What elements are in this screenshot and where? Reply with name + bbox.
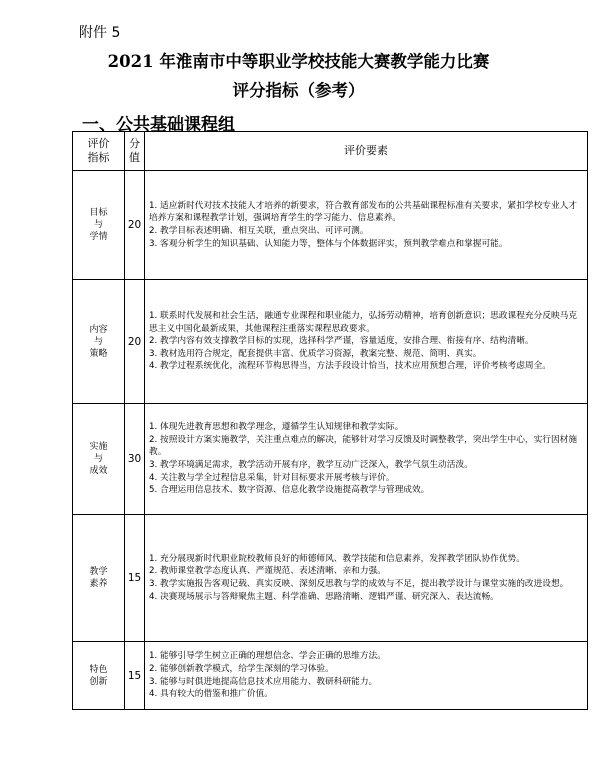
- row-requirements: [145, 171, 588, 280]
- indicator-line: 成效: [89, 466, 108, 476]
- table-header-row: [73, 132, 588, 171]
- indicator-line: 与: [93, 220, 103, 230]
- document-title-line2: 评分指标（参考）: [232, 81, 365, 100]
- row-indicator: [73, 515, 125, 642]
- row-requirements: [145, 515, 588, 642]
- requirement-item: 3. 能够与时俱进地提高信息技术应用能力、教研科研能力。: [149, 676, 378, 687]
- indicator-line: 教学: [89, 567, 108, 577]
- header-requirements: 评价要素: [145, 132, 588, 171]
- requirement-item: 1. 能够引导学生树立正确的理想信念、学会正确的思维方法。: [149, 651, 386, 662]
- requirement-item: 3. 教学环境满足需求，教学活动开展有序，教学互动广泛深入，教学气氛生动活泼。: [149, 460, 473, 470]
- attachment-label: 附件 5: [79, 25, 121, 41]
- requirement-item: 4. 教学过程系统优化，流程环节构思得当，方法手段设计恰当，技术应用预想合理，评价考核考虑周全。: [149, 361, 551, 372]
- scoring-table: [72, 131, 588, 710]
- requirement-item: 4. 具有较大的借鉴和推广价值。: [149, 689, 273, 700]
- table-row: [73, 171, 588, 280]
- indicator-line: 素养: [89, 579, 108, 589]
- row-indicator: [73, 171, 125, 280]
- requirement-item: 3. 教材选用符合规定，配套提供丰富、优质学习资源，教案完整、规范、简明、真实。: [149, 348, 482, 359]
- requirement-item: 2. 能够创新教学模式，给学生深刻的学习体验。: [149, 663, 334, 674]
- indicator-line: 内容: [89, 324, 108, 335]
- table-row: [73, 280, 588, 404]
- requirement-item: 2. 教学内容有效支撑教学目标的实现，选择科学严谨，容量适度，安排合理、衔接有序、结构清晰。: [149, 336, 534, 347]
- header-score-line2: 值: [129, 151, 140, 164]
- table-row: [73, 515, 588, 642]
- table-row: [73, 404, 588, 515]
- requirement-item: 1. 联系时代发展和社会生活，融通专业课程和职业能力，弘扬劳动精神，培育创新意识；思政课程充分反映马克思主义中国化最新成果，其他课程注重落实课程思政要求。: [149, 311, 578, 334]
- requirement-item: 3. 客观分析学生的知识基础、认知能力等，整体与个体数据评实，预判教学难点和掌握可能。: [149, 238, 508, 249]
- indicator-line: 学情: [89, 232, 108, 242]
- header-indicator-line2: 指标: [87, 151, 110, 164]
- indicator-line: 特色: [89, 664, 108, 675]
- header-score-line1: 分: [129, 137, 140, 150]
- indicator-line: 实施: [89, 442, 108, 452]
- row-indicator: [73, 280, 125, 404]
- section-heading: 一、公共基础课程组: [82, 115, 235, 135]
- indicator-line: 与: [93, 454, 103, 464]
- row-score: 15: [125, 642, 145, 710]
- requirement-item: 2. 教师课堂教学态度认真、严谨规范、表述清晰、亲和力强。: [149, 566, 386, 577]
- requirement-item: 1. 适应新时代对技术技能人才培养的新要求，符合教育部发布的公共基础课程标准有关要求，紧扣学校专业人才培养方案和课程教学计划，强调培育学生的学习能力、信息素养。: [149, 200, 578, 224]
- header-score: [125, 132, 145, 171]
- requirement-item: 3. 教学实施报告客观记载、真实反映、深刻反思教与学的成效与不足，提出教学设计与课堂实施的改进设想。: [149, 579, 569, 589]
- header-indicator: [73, 132, 125, 171]
- header-indicator-line1: 评价: [87, 137, 110, 150]
- document-title-line1: 2021 年淮南市中等职业学校技能大赛教学能力比赛: [107, 52, 490, 71]
- requirement-item: 2. 教学目标表述明确、相互关联，重点突出、可评可测。: [149, 226, 369, 236]
- row-score: 15: [125, 515, 145, 642]
- requirement-item: 4. 决赛现场展示与答辩聚焦主题、科学准确、思路清晰、逻辑严谨、研究深入、表达流畅。: [149, 591, 499, 602]
- row-indicator: [73, 404, 125, 515]
- row-score: 30: [125, 404, 145, 515]
- requirement-item: 5. 合理运用信息技术、数字资源、信息化教学设施提高教学与管理成效。: [149, 485, 430, 496]
- requirement-item: 1. 体现先进教育思想和教学理念，遵循学生认知规律和教学实际。: [149, 422, 404, 433]
- requirement-item: 1. 充分展现新时代职业院校教师良好的师德师风、教学技能和信息素养，发挥教学团队协作优势。: [149, 553, 525, 564]
- indicator-line: 目标: [89, 208, 108, 218]
- indicator-line: 与: [93, 336, 103, 347]
- row-score: 20: [125, 280, 145, 404]
- requirement-item: 4. 关注教与学全过程信息采集，针对目标要求开展考核与评价。: [149, 472, 395, 483]
- row-requirements: [145, 280, 588, 404]
- requirement-item: 2. 按照设计方案实施教学，关注重点难点的解决，能够针对学习反馈及时调整教学，突出学生中心，实行因材施教。: [149, 434, 578, 458]
- indicator-line: 创新: [89, 676, 108, 687]
- row-indicator: [73, 642, 125, 710]
- row-requirements: [145, 404, 588, 515]
- row-score: 20: [125, 171, 145, 280]
- row-requirements: [145, 642, 588, 710]
- table-row: [73, 642, 588, 710]
- indicator-line: 策略: [89, 348, 108, 359]
